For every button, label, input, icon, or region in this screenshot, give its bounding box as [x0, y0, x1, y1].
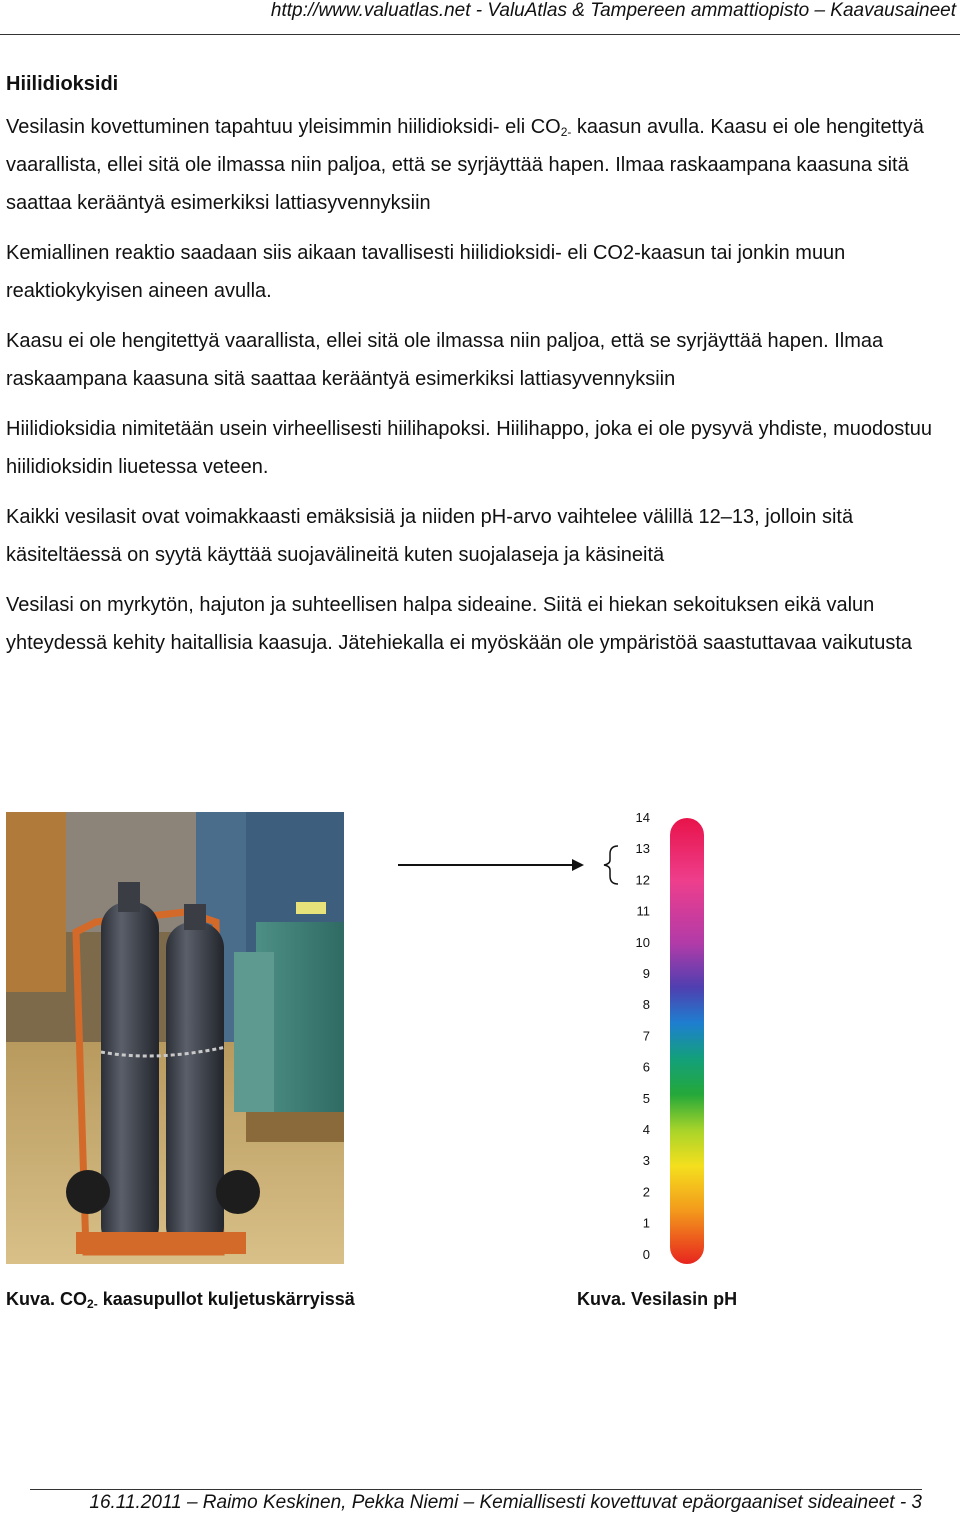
footer-text: 16.11.2011 – Raimo Keskinen, Pekka Niemi – Kemiallisesti kovettuvat epäorgaaniset sideaineet - 3 [89, 1492, 922, 1513]
ph-label-5: 5 [642, 1090, 650, 1106]
ph-label-14: 14 [635, 810, 650, 825]
ph-label-12: 12 [635, 872, 650, 888]
section-title: Hiilidioksidi [6, 73, 119, 95]
ph-range-brace [604, 846, 618, 884]
caption-co2-subscript: 2- [87, 1297, 98, 1311]
ph-label-10: 10 [635, 934, 650, 950]
ph-label-11: 11 [636, 903, 650, 919]
ph-label-1: 1 [642, 1215, 650, 1231]
paragraph-1-end: kaasun avulla. Kaasu ei ole hengitettyä vaarallista, ellei sitä ole ilmassa niin paljoa, että se syrjäyttää hapen. Ilmaa raskaampana kaasuna sitä saattaa kerääntyä esimerkiksi lattiasyvennyksiin [6, 116, 924, 214]
ph-color-bar [670, 818, 704, 1264]
ph-label-6: 6 [642, 1059, 650, 1075]
caption-left-end: kaasupullot kuljetuskärryissä [97, 1289, 355, 1309]
caption-left-start: Kuva. CO [6, 1289, 88, 1309]
header-text: http://www.valuatlas.net - ValuAtlas & Tampereen ammattiopisto – Kaavausaineet [270, 0, 956, 21]
page-header [0, 0, 960, 35]
ph-label-4: 4 [642, 1122, 650, 1137]
ph-label-2: 2 [642, 1184, 650, 1200]
ph-label-9: 9 [642, 966, 650, 981]
ph-label-0: 0 [642, 1246, 650, 1262]
ph-scale-svg [590, 808, 730, 1270]
ph-label-3: 3 [642, 1153, 650, 1169]
paragraph-4: Hiilidioksidia nimitetään usein virheellisesti hiilihapoksi. Hiilihappo, joka ei ole pysyvä yhdiste, muodostuu hiilidioksidin liuetessa veteen. [6, 418, 933, 478]
paragraph-3: Kaasu ei ole hengitettyä vaarallista, ellei sitä ole ilmassa niin paljoa, että se syrjäyttää hapen. Ilmaa raskaampana kaasuna sitä saattaa kerääntyä esimerkiksi lattiasyvennyksiin [6, 330, 884, 390]
paragraph-5: Kaikki vesilasit ovat voimakkaasti emäksisiä ja niiden pH-arvo vaihtelee välillä 12–13, jolloin sitä käsiteltäessä on syytä käyttää suojavälineitä kuten suojalaseja ja käsineitä [6, 506, 854, 566]
caption-cylinders [6, 1289, 355, 1310]
paragraph-1-start: Vesilasin kovettuminen tapahtuu yleisimmin hiilidioksidi- eli CO [6, 116, 561, 138]
paragraph-6: Vesilasi on myrkytön, hajuton ja suhteellisen halpa sideaine. Siitä ei hiekan sekoituksen eikä valun yhteydessä kehity haitallisia kaasuja. Jätehiekalla ei myöskään ole ympäristöä saastuttavaa vaikutusta [6, 594, 913, 654]
document-body [6, 70, 956, 674]
gas-cylinder-illustration [6, 812, 344, 1264]
arrow-icon [396, 852, 596, 878]
paragraph-1 [6, 108, 956, 222]
ph-label-7: 7 [642, 1028, 650, 1044]
ph-label-8: 8 [642, 997, 650, 1013]
ph-label-13: 13 [635, 841, 650, 857]
ph-scale [590, 808, 730, 1270]
footer-divider [30, 1489, 922, 1490]
co2-subscript: 2- [560, 125, 572, 139]
caption-ph: Kuva. Vesilasin pH [577, 1289, 738, 1309]
gas-cylinder-photo [6, 812, 344, 1264]
paragraph-2: Kemiallinen reaktio saadaan siis aikaan tavallisesti hiilidioksidi- eli CO2-kaasun tai jonkin muun reaktiokykyisen aineen avulla. [6, 242, 846, 302]
